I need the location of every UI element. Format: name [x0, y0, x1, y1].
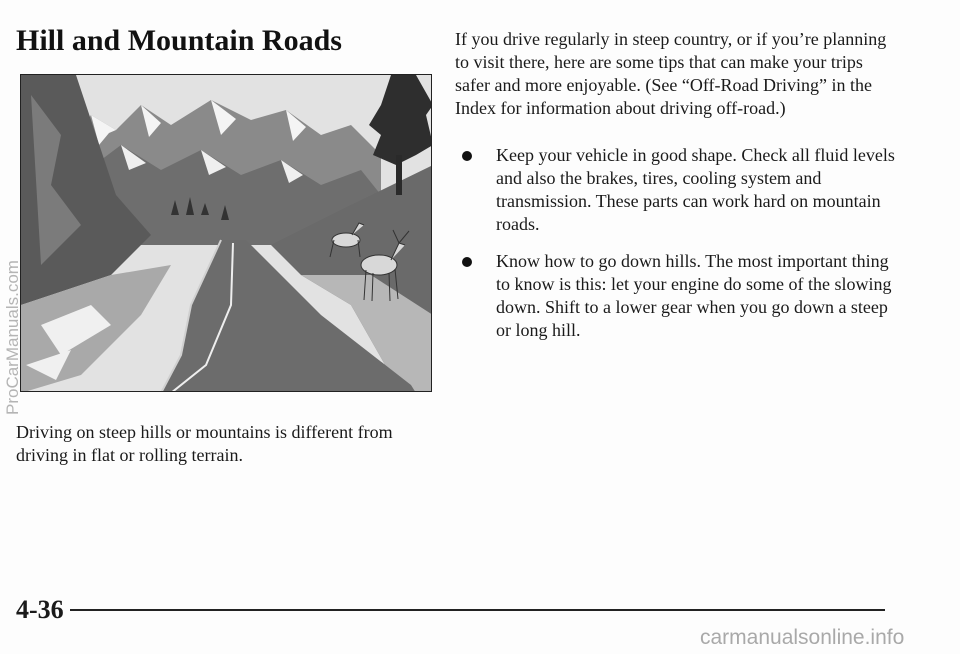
list-item-text: Keep your vehicle in good shape. Check all fluid levels and also the brakes, tires, cooling system and transmission. These parts can work hard on mountain roads.: [496, 145, 895, 234]
illustration-caption: Driving on steep hills or mountains is different from driving in flat or rolling terrain.: [16, 422, 393, 465]
footer-divider: [70, 609, 885, 611]
page-number: 4-36: [16, 595, 64, 624]
tips-list: [462, 144, 902, 356]
list-item: [462, 144, 902, 236]
page-title: Hill and Mountain Roads: [16, 24, 342, 57]
bottom-watermark: carmanualsonline.info: [700, 626, 905, 649]
intro-paragraph: If you drive regularly in steep country, or if you’re planning to visit there, here are some tips that can make your trips safer and more enjoyable. (See “Off-Road Driving” in the Index for information about driving off-road.): [455, 29, 887, 118]
mountain-road-illustration: [20, 74, 432, 392]
list-item: [462, 250, 902, 342]
bullet-icon: [462, 257, 472, 267]
side-watermark: ProCarManuals.com: [3, 260, 22, 415]
bullet-icon: [462, 151, 472, 161]
list-item-text: Know how to go down hills. The most important thing to know is this: let your engine do some of the slowing down. Shift to a lower gear when you go down a steep or long hill.: [496, 251, 892, 340]
